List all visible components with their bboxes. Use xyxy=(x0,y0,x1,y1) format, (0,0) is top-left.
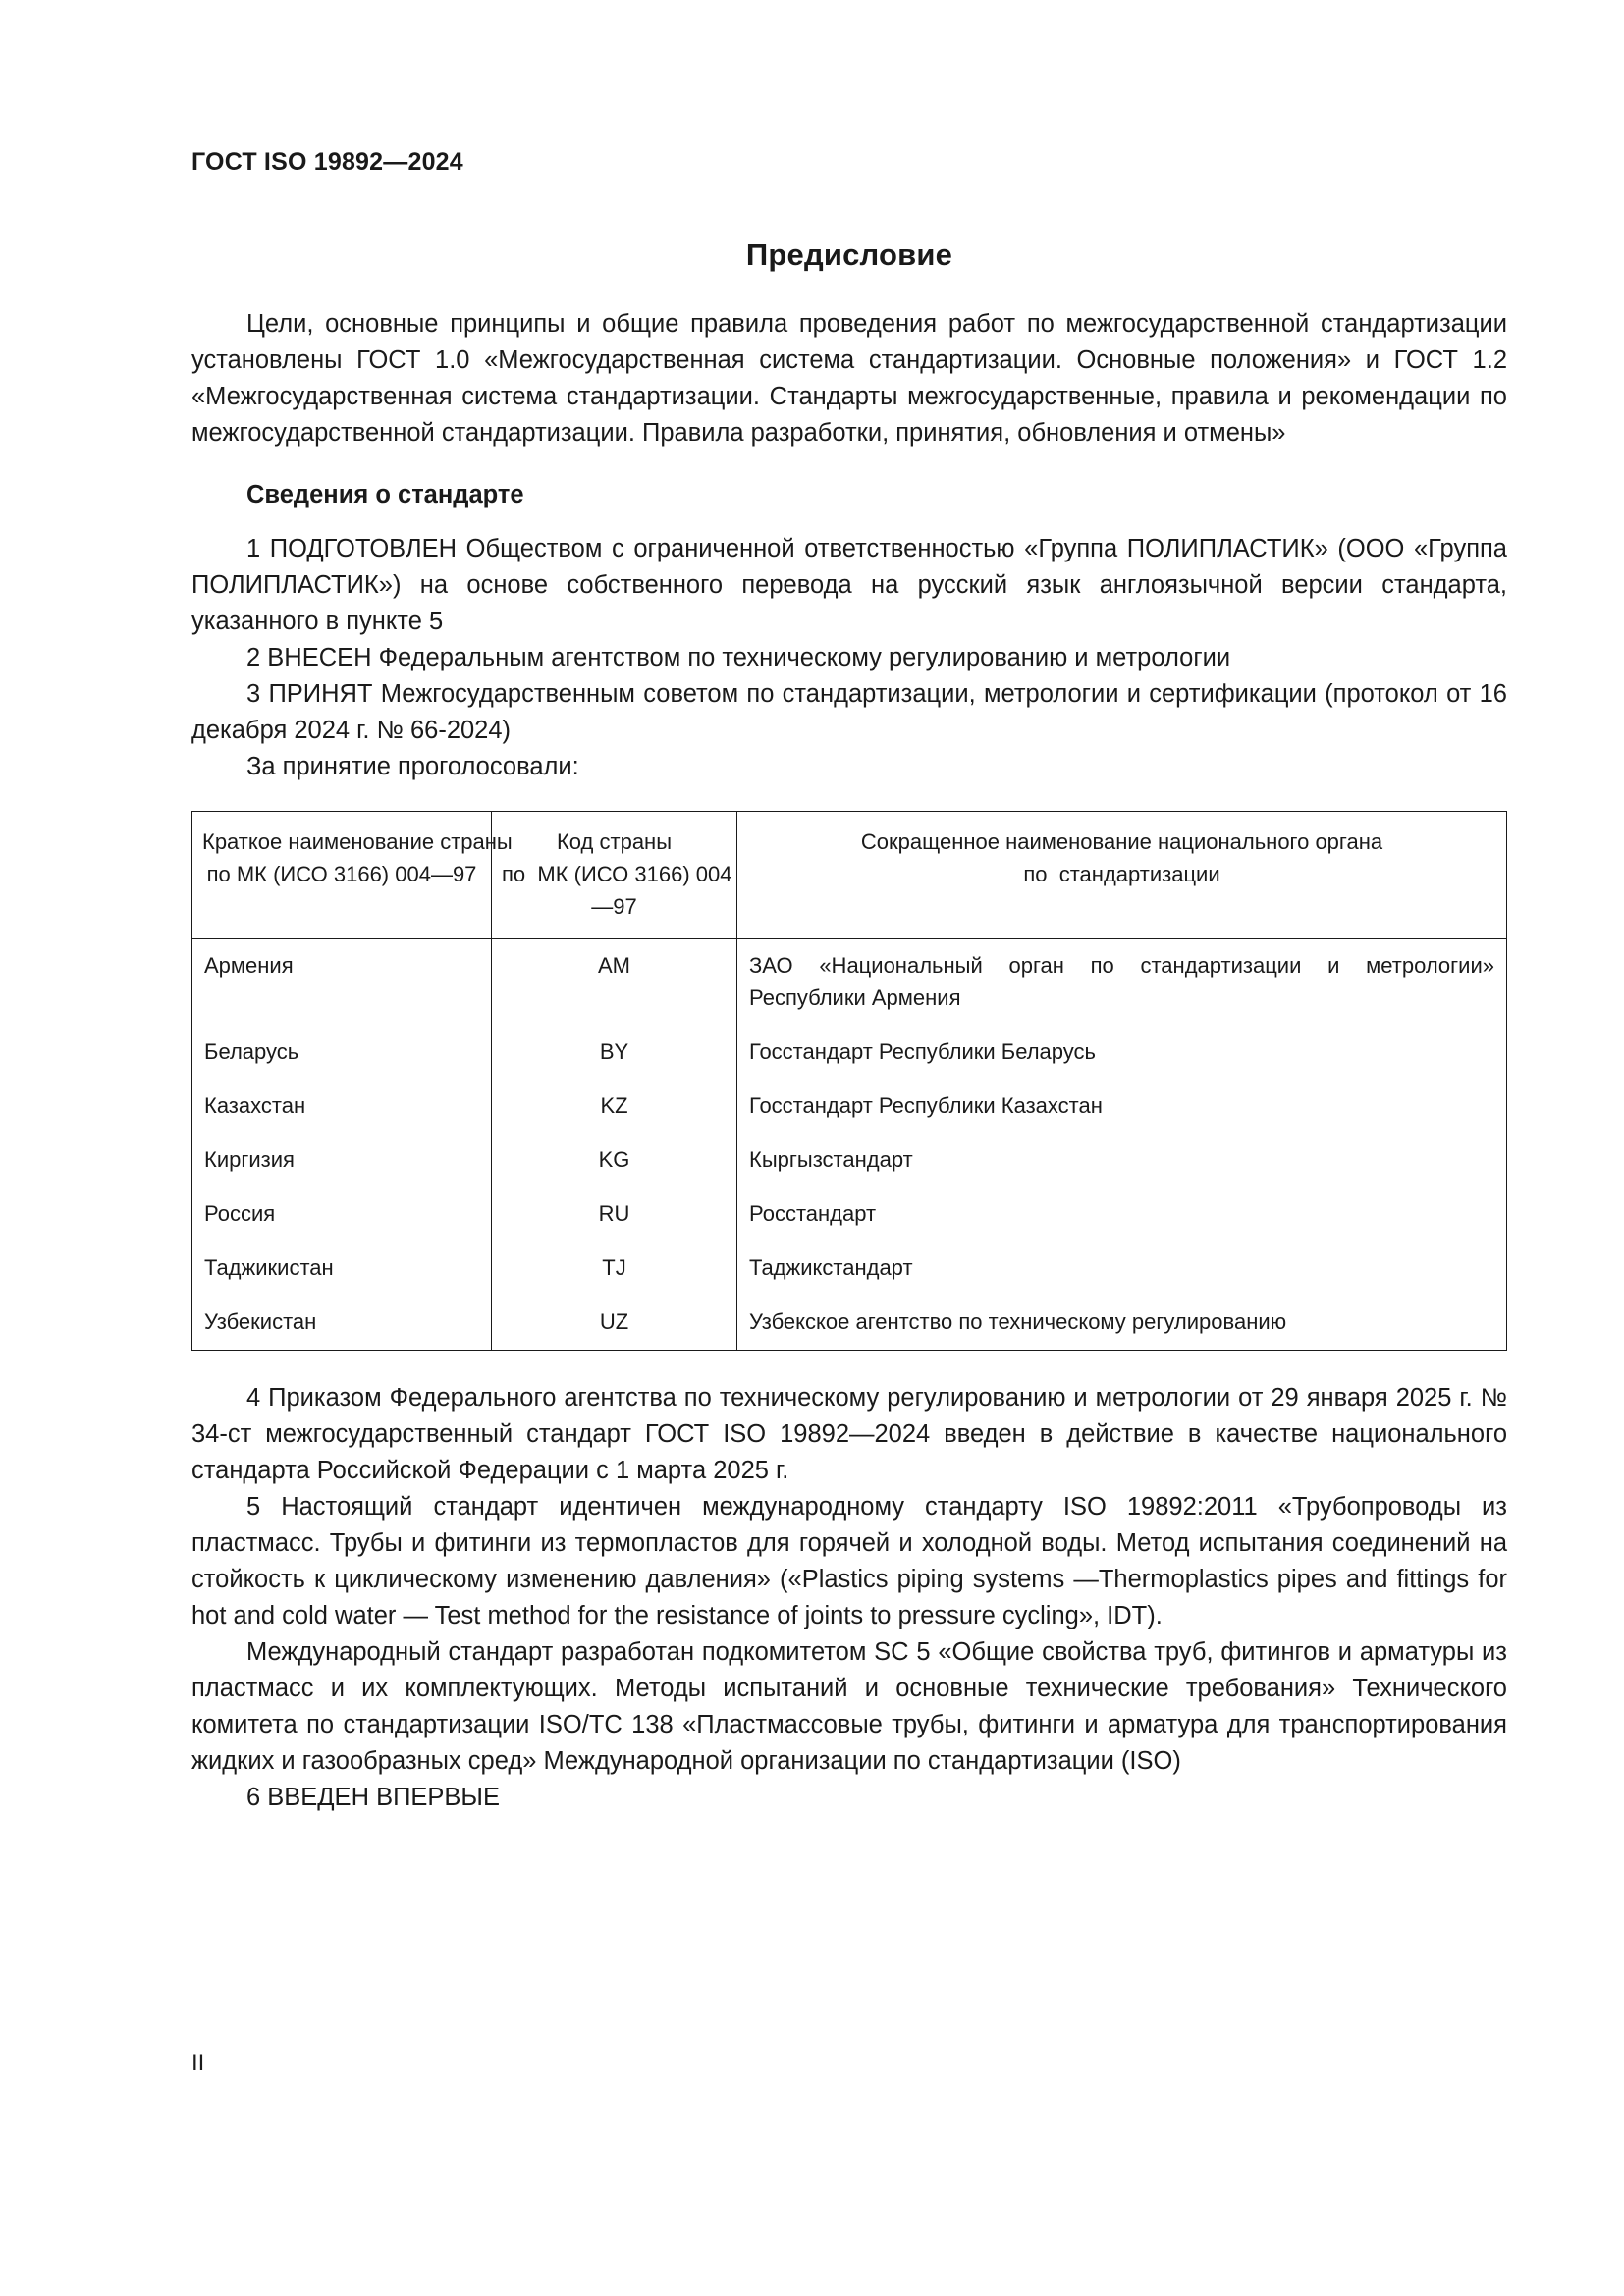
cell-country-code: AM xyxy=(492,939,737,1027)
cell-country: Киргизия xyxy=(192,1134,492,1188)
column-header-country: Краткое наименование страны по МК (ИСО 3166) 004—97 xyxy=(192,812,492,939)
cell-organization: Узбекское агентство по техническому регулированию xyxy=(737,1296,1507,1351)
cell-country-code: BY xyxy=(492,1026,737,1080)
cell-country-code: TJ xyxy=(492,1242,737,1296)
column-header-code: Код страны по МК (ИСО 3166) 004—97 xyxy=(492,812,737,939)
cell-organization: ЗАО «Национальный орган по стандартизации и метрологии» Республики Армения xyxy=(737,939,1507,1027)
page-number: II xyxy=(191,2050,205,2076)
standard-info-heading: Сведения о стандарте xyxy=(246,481,524,508)
standard-info-item-5a: 5 Настоящий стандарт идентичен международному стандарту ISO 19892:2011 «Трубопроводы из пластмасс. Трубы и фитинги из термопластов для горячей и холодной воды. Метод испытания соединений на стойкость к циклическому изменению давления» («Plastics piping systems —Thermoplastics pipes and fittings for hot and cold water — Test method for the resistance of joints to pressure cycling», IDT). xyxy=(191,1493,1507,1629)
cell-country: Узбекистан xyxy=(192,1296,492,1351)
standard-info-item-2: 2 ВНЕСЕН Федеральным агентством по техническому регулированию и метрологии xyxy=(246,644,1231,671)
cell-country-code: RU xyxy=(492,1188,737,1242)
table-row xyxy=(192,939,1507,1027)
table-row xyxy=(192,1188,1507,1242)
cell-organization: Таджикстандарт xyxy=(737,1242,1507,1296)
column-header-organization: Сокращенное наименование национального органа по стандартизации xyxy=(737,812,1507,939)
running-head: ГОСТ ISO 19892—2024 xyxy=(191,148,463,176)
standard-info-item-3: 3 ПРИНЯТ Межгосударственным советом по стандартизации, метрологии и сертификации (протокол от 16 декабря 2024 г. № 66-2024) xyxy=(191,680,1507,744)
standard-info-item-6: 6 ВВЕДЕН ВПЕРВЫЕ xyxy=(246,1784,501,1811)
table-row xyxy=(192,1242,1507,1296)
cell-country-code: KG xyxy=(492,1134,737,1188)
vote-table xyxy=(191,811,1507,1351)
intro-paragraph: Цели, основные принципы и общие правила проведения работ по межгосударственной стандартизации установлены ГОСТ 1.0 «Межгосударственная система стандартизации. Основные положения» и ГОСТ 1.2 «Межгосударственная система стандартизации. Стандарты межгосударственные, правила и рекомендации по межгосударственной стандартизации. Правила разработки, принятия, обновления и отмены» xyxy=(191,310,1507,447)
cell-country-code: KZ xyxy=(492,1080,737,1134)
cell-organization: Кыргызстандарт xyxy=(737,1134,1507,1188)
page-title: Предисловие xyxy=(745,238,953,272)
standard-info-item-4: 4 Приказом Федерального агентства по техническому регулированию и метрологии от 29 января 2025 г. № 34-ст межгосударственный стандарт ГОСТ ISO 19892—2024 введен в действие в качестве национального стандарта Российской Федерации с 1 марта 2025 г. xyxy=(191,1384,1507,1484)
vote-intro-text: За принятие проголосовали: xyxy=(246,753,579,780)
standard-info-item-1: 1 ПОДГОТОВЛЕН Обществом с ограниченной ответственностью «Группа ПОЛИПЛАСТИК» (ООО «Группа ПОЛИПЛАСТИК») на основе собственного перевода на русский язык англоязычной версии стандарта, указанного в пункте 5 xyxy=(191,535,1507,635)
cell-country-code: UZ xyxy=(492,1296,737,1351)
cell-country: Армения xyxy=(192,939,492,1027)
cell-country: Казахстан xyxy=(192,1080,492,1134)
table-row xyxy=(192,1134,1507,1188)
cell-country: Таджикистан xyxy=(192,1242,492,1296)
page-content xyxy=(191,147,1507,1816)
table-header-row xyxy=(192,812,1507,939)
cell-organization: Росстандарт xyxy=(737,1188,1507,1242)
cell-country: Беларусь xyxy=(192,1026,492,1080)
vote-table-body xyxy=(192,939,1507,1351)
cell-organization: Госстандарт Республики Беларусь xyxy=(737,1026,1507,1080)
vote-table-head xyxy=(192,812,1507,939)
cell-country: Россия xyxy=(192,1188,492,1242)
standard-info-item-5b: Международный стандарт разработан подкомитетом SC 5 «Общие свойства труб, фитингов и арматуры из пластмасс и их комплектующих. Методы испытаний и основные технические требования» Технического комитета по стандартизации ISO/TC 138 «Пластмассовые трубы, фитинги и арматура для транспортирования жидких и газообразных сред» Международной организации по стандартизации (ISO) xyxy=(191,1638,1507,1775)
table-row xyxy=(192,1080,1507,1134)
table-row xyxy=(192,1026,1507,1080)
table-row xyxy=(192,1296,1507,1351)
cell-organization: Госстандарт Республики Казахстан xyxy=(737,1080,1507,1134)
